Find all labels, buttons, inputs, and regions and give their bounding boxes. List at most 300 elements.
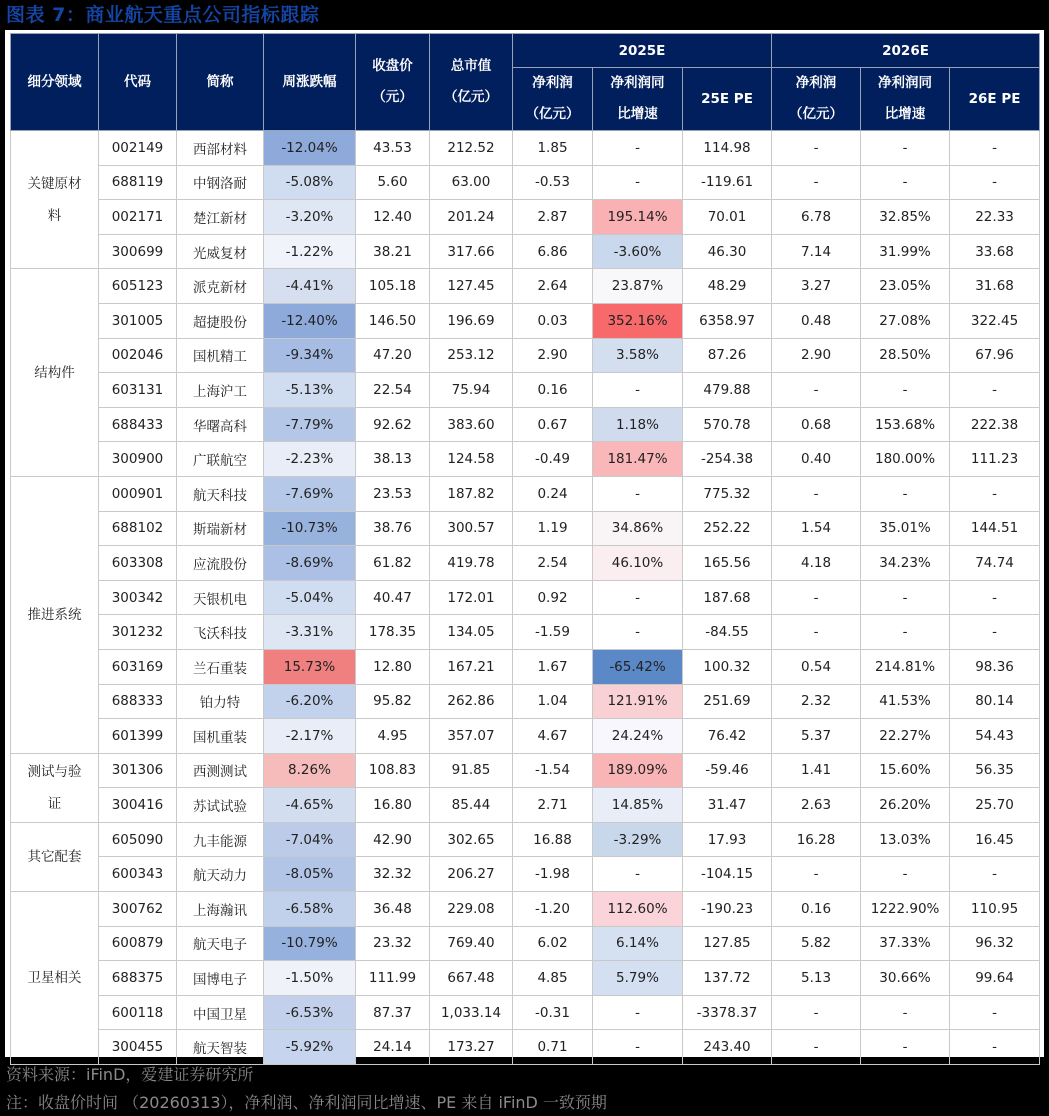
weekly-change-cell: -8.05% bbox=[264, 857, 356, 892]
table-row bbox=[11, 269, 1040, 304]
stock-code-cell: 605090 bbox=[99, 822, 177, 857]
stock-name-cell: 派克新材 bbox=[177, 269, 264, 304]
net-profit-2025-cell: -1.98 bbox=[513, 857, 593, 892]
net-profit-growth-2026-cell: - bbox=[861, 857, 950, 892]
footnote: 注：收盘价时间 （20260313），净利润、净利润同比增速、PE 来自 iFinD 一致预期 bbox=[6, 1093, 607, 1112]
pe-2026-cell: - bbox=[950, 580, 1040, 615]
stock-name-cell: 斯瑞新材 bbox=[177, 511, 264, 546]
net-profit-growth-2026-cell: - bbox=[861, 373, 950, 408]
net-profit-growth-2026-cell: 1222.90% bbox=[861, 892, 950, 927]
net-profit-2026-cell: 6.78 bbox=[772, 200, 861, 235]
close-price-cell: 111.99 bbox=[356, 961, 430, 996]
stock-code-cell: 603169 bbox=[99, 649, 177, 684]
table-row bbox=[11, 995, 1040, 1030]
close-price-cell: 24.14 bbox=[356, 1030, 430, 1065]
pe-2025-cell: -59.46 bbox=[683, 753, 772, 788]
market-cap-cell: 91.85 bbox=[430, 753, 513, 788]
market-cap-cell: 419.78 bbox=[430, 546, 513, 581]
stock-name-cell: 天银机电 bbox=[177, 580, 264, 615]
market-cap-cell: 667.48 bbox=[430, 961, 513, 996]
net-profit-2026-cell: 2.32 bbox=[772, 684, 861, 719]
close-price-cell: 43.53 bbox=[356, 131, 430, 166]
close-price-cell: 23.32 bbox=[356, 926, 430, 961]
pe-2025-cell: 48.29 bbox=[683, 269, 772, 304]
pe-2025-cell: 479.88 bbox=[683, 373, 772, 408]
stock-name-cell: 国机精工 bbox=[177, 338, 264, 373]
close-price-label: 收盘价 bbox=[372, 58, 413, 74]
net-profit-growth-2025-cell: -3.60% bbox=[593, 234, 683, 269]
stock-code-cell: 605123 bbox=[99, 269, 177, 304]
stock-code-cell: 600343 bbox=[99, 857, 177, 892]
pe-2025-cell: 775.32 bbox=[683, 476, 772, 511]
net-profit-2025-cell: 1.19 bbox=[513, 511, 593, 546]
npg-2026-label-1: 净利润同 bbox=[878, 75, 933, 91]
weekly-change-cell: -9.34% bbox=[264, 338, 356, 373]
pe-2026-cell: 16.45 bbox=[950, 822, 1040, 857]
market-cap-cell: 172.01 bbox=[430, 580, 513, 615]
table-row bbox=[11, 926, 1040, 961]
market-cap-cell: 1,033.14 bbox=[430, 995, 513, 1030]
stock-code-cell: 688375 bbox=[99, 961, 177, 996]
table-row bbox=[11, 753, 1040, 788]
stock-name-cell: 应流股份 bbox=[177, 546, 264, 581]
market-cap-cell: 206.27 bbox=[430, 857, 513, 892]
net-profit-2025-cell: 0.67 bbox=[513, 407, 593, 442]
net-profit-growth-2025-cell: 6.14% bbox=[593, 926, 683, 961]
net-profit-growth-2025-cell: -65.42% bbox=[593, 649, 683, 684]
net-profit-2025-cell: 6.86 bbox=[513, 234, 593, 269]
net-profit-growth-2025-cell: 34.86% bbox=[593, 511, 683, 546]
net-profit-growth-2025-cell: 181.47% bbox=[593, 442, 683, 477]
pe-2026-cell: 144.51 bbox=[950, 511, 1040, 546]
net-profit-growth-2025-cell: 46.10% bbox=[593, 546, 683, 581]
net-profit-growth-2025-cell: 189.09% bbox=[593, 753, 683, 788]
source-note: 资料来源：iFinD，爱建证券研究所 bbox=[6, 1065, 254, 1084]
net-profit-growth-2025-cell: 1.18% bbox=[593, 407, 683, 442]
market-cap-cell: 75.94 bbox=[430, 373, 513, 408]
stock-code-cell: 301306 bbox=[99, 753, 177, 788]
np-2025-label: 净利润 bbox=[532, 75, 573, 91]
pe-2025-cell: -104.15 bbox=[683, 857, 772, 892]
col-header-npg-2026 bbox=[861, 68, 950, 131]
market-cap-cell: 300.57 bbox=[430, 511, 513, 546]
pe-2026-cell: - bbox=[950, 476, 1040, 511]
net-profit-growth-2025-cell: 352.16% bbox=[593, 303, 683, 338]
net-profit-2025-cell: 1.04 bbox=[513, 684, 593, 719]
company-metrics-table bbox=[10, 33, 1040, 1065]
stock-name-cell: 楚江新材 bbox=[177, 200, 264, 235]
net-profit-2026-cell: 0.54 bbox=[772, 649, 861, 684]
net-profit-growth-2026-cell: 26.20% bbox=[861, 788, 950, 823]
stock-code-cell: 601399 bbox=[99, 719, 177, 754]
weekly-change-cell: -10.73% bbox=[264, 511, 356, 546]
table-row bbox=[11, 857, 1040, 892]
net-profit-growth-2025-cell: 5.79% bbox=[593, 961, 683, 996]
pe-2025-cell: 76.42 bbox=[683, 719, 772, 754]
stock-name-cell: 九丰能源 bbox=[177, 822, 264, 857]
pe-2026-cell: 22.33 bbox=[950, 200, 1040, 235]
pe-2025-cell: -190.23 bbox=[683, 892, 772, 927]
net-profit-growth-2025-cell: - bbox=[593, 857, 683, 892]
stock-name-cell: 航天动力 bbox=[177, 857, 264, 892]
close-price-cell: 38.13 bbox=[356, 442, 430, 477]
net-profit-2025-cell: 2.90 bbox=[513, 338, 593, 373]
net-profit-2026-cell: 2.63 bbox=[772, 788, 861, 823]
table-row bbox=[11, 719, 1040, 754]
market-cap-cell: 357.07 bbox=[430, 719, 513, 754]
pe-2025-cell: 46.30 bbox=[683, 234, 772, 269]
pe-2026-cell: - bbox=[950, 373, 1040, 408]
table-body bbox=[11, 131, 1040, 1065]
net-profit-2025-cell: 6.02 bbox=[513, 926, 593, 961]
market-cap-cell: 124.58 bbox=[430, 442, 513, 477]
stock-code-cell: 300699 bbox=[99, 234, 177, 269]
pe-2026-cell: 67.96 bbox=[950, 338, 1040, 373]
pe-2025-cell: 251.69 bbox=[683, 684, 772, 719]
net-profit-2026-cell: - bbox=[772, 615, 861, 650]
net-profit-growth-2026-cell: 23.05% bbox=[861, 269, 950, 304]
pe-2025-cell: 114.98 bbox=[683, 131, 772, 166]
stock-name-cell: 上海瀚讯 bbox=[177, 892, 264, 927]
stock-code-cell: 600879 bbox=[99, 926, 177, 961]
net-profit-growth-2025-cell: 195.14% bbox=[593, 200, 683, 235]
net-profit-growth-2025-cell: - bbox=[593, 615, 683, 650]
net-profit-2025-cell: 16.88 bbox=[513, 822, 593, 857]
close-price-cell: 42.90 bbox=[356, 822, 430, 857]
net-profit-2026-cell: 5.82 bbox=[772, 926, 861, 961]
stock-name-cell: 国机重装 bbox=[177, 719, 264, 754]
col-header-close-price bbox=[356, 34, 430, 131]
net-profit-growth-2026-cell: - bbox=[861, 1030, 950, 1065]
net-profit-2025-cell: -0.53 bbox=[513, 165, 593, 200]
close-price-cell: 36.48 bbox=[356, 892, 430, 927]
pe-2025-cell: 243.40 bbox=[683, 1030, 772, 1065]
net-profit-2026-cell: 7.14 bbox=[772, 234, 861, 269]
col-header-np-2026 bbox=[772, 68, 861, 131]
close-price-cell: 23.53 bbox=[356, 476, 430, 511]
close-price-cell: 61.82 bbox=[356, 546, 430, 581]
net-profit-growth-2026-cell: 214.81% bbox=[861, 649, 950, 684]
stock-name-cell: 广联航空 bbox=[177, 442, 264, 477]
market-cap-cell: 196.69 bbox=[430, 303, 513, 338]
table-row bbox=[11, 338, 1040, 373]
net-profit-growth-2026-cell: 41.53% bbox=[861, 684, 950, 719]
market-cap-cell: 187.82 bbox=[430, 476, 513, 511]
segment-cell: 推进系统 bbox=[11, 476, 99, 753]
net-profit-2026-cell: 4.18 bbox=[772, 546, 861, 581]
stock-name-cell: 国博电子 bbox=[177, 961, 264, 996]
net-profit-2025-cell: 2.71 bbox=[513, 788, 593, 823]
weekly-change-cell: -7.79% bbox=[264, 407, 356, 442]
net-profit-growth-2025-cell: 24.24% bbox=[593, 719, 683, 754]
table-row bbox=[11, 234, 1040, 269]
weekly-change-cell: -1.50% bbox=[264, 961, 356, 996]
market-cap-cell: 317.66 bbox=[430, 234, 513, 269]
market-cap-unit: （亿元） bbox=[444, 89, 498, 105]
net-profit-2025-cell: -1.54 bbox=[513, 753, 593, 788]
market-cap-label: 总市值 bbox=[450, 58, 492, 74]
col-header-segment: 细分领域 bbox=[11, 34, 99, 131]
pe-2026-cell: 31.68 bbox=[950, 269, 1040, 304]
net-profit-2025-cell: 0.24 bbox=[513, 476, 593, 511]
stock-code-cell: 603131 bbox=[99, 373, 177, 408]
table-row bbox=[11, 200, 1040, 235]
figure-title: 图表 7：商业航天重点公司指标跟踪 bbox=[6, 4, 320, 26]
stock-code-cell: 600118 bbox=[99, 995, 177, 1030]
net-profit-2025-cell: 2.54 bbox=[513, 546, 593, 581]
stock-name-cell: 铂力特 bbox=[177, 684, 264, 719]
table-row bbox=[11, 303, 1040, 338]
col-group-2026e: 2026E bbox=[772, 34, 1040, 68]
stock-name-cell: 中国卫星 bbox=[177, 995, 264, 1030]
table-row bbox=[11, 649, 1040, 684]
weekly-change-cell: -12.40% bbox=[264, 303, 356, 338]
stock-code-cell: 002171 bbox=[99, 200, 177, 235]
stock-name-cell: 上海沪工 bbox=[177, 373, 264, 408]
table-row bbox=[11, 131, 1040, 166]
weekly-change-cell: -6.20% bbox=[264, 684, 356, 719]
npg-2026-label-2: 比增速 bbox=[884, 106, 926, 122]
segment-cell: 测试与验证 bbox=[11, 753, 99, 822]
pe-2025-cell: 127.85 bbox=[683, 926, 772, 961]
net-profit-growth-2026-cell: 27.08% bbox=[861, 303, 950, 338]
market-cap-cell: 212.52 bbox=[430, 131, 513, 166]
pe-2026-cell: 25.70 bbox=[950, 788, 1040, 823]
net-profit-2026-cell: 1.54 bbox=[772, 511, 861, 546]
market-cap-cell: 229.08 bbox=[430, 892, 513, 927]
close-price-cell: 87.37 bbox=[356, 995, 430, 1030]
stock-code-cell: 300455 bbox=[99, 1030, 177, 1065]
pe-2026-cell: - bbox=[950, 857, 1040, 892]
table-row bbox=[11, 546, 1040, 581]
weekly-change-cell: -1.22% bbox=[264, 234, 356, 269]
net-profit-2025-cell: -1.20 bbox=[513, 892, 593, 927]
stock-name-cell: 西部材料 bbox=[177, 131, 264, 166]
stock-code-cell: 688119 bbox=[99, 165, 177, 200]
weekly-change-cell: -5.04% bbox=[264, 580, 356, 615]
col-header-np-2025 bbox=[513, 68, 593, 131]
net-profit-2026-cell: 0.48 bbox=[772, 303, 861, 338]
table-row bbox=[11, 407, 1040, 442]
table-row bbox=[11, 822, 1040, 857]
segment-cell: 其它配套 bbox=[11, 822, 99, 891]
net-profit-growth-2025-cell: 112.60% bbox=[593, 892, 683, 927]
net-profit-2026-cell: 16.28 bbox=[772, 822, 861, 857]
col-header-code: 代码 bbox=[99, 34, 177, 131]
table-row bbox=[11, 1030, 1040, 1065]
net-profit-growth-2025-cell: - bbox=[593, 1030, 683, 1065]
weekly-change-cell: -5.92% bbox=[264, 1030, 356, 1065]
net-profit-growth-2026-cell: 15.60% bbox=[861, 753, 950, 788]
stock-code-cell: 301005 bbox=[99, 303, 177, 338]
market-cap-cell: 167.21 bbox=[430, 649, 513, 684]
weekly-change-cell: -5.08% bbox=[264, 165, 356, 200]
pe-2026-cell: 54.43 bbox=[950, 719, 1040, 754]
pe-2025-cell: 6358.97 bbox=[683, 303, 772, 338]
weekly-change-cell: -4.65% bbox=[264, 788, 356, 823]
close-price-cell: 105.18 bbox=[356, 269, 430, 304]
net-profit-2025-cell: -1.59 bbox=[513, 615, 593, 650]
stock-name-cell: 光威复材 bbox=[177, 234, 264, 269]
stock-code-cell: 300762 bbox=[99, 892, 177, 927]
net-profit-growth-2026-cell: 30.66% bbox=[861, 961, 950, 996]
table-row bbox=[11, 580, 1040, 615]
weekly-change-cell: -2.17% bbox=[264, 719, 356, 754]
pe-2026-cell: 74.74 bbox=[950, 546, 1040, 581]
close-price-cell: 12.80 bbox=[356, 649, 430, 684]
pe-2025-cell: -119.61 bbox=[683, 165, 772, 200]
pe-2025-cell: -254.38 bbox=[683, 442, 772, 477]
net-profit-2025-cell: 2.87 bbox=[513, 200, 593, 235]
table-row bbox=[11, 788, 1040, 823]
close-price-cell: 16.80 bbox=[356, 788, 430, 823]
net-profit-2026-cell: - bbox=[772, 1030, 861, 1065]
net-profit-2025-cell: 1.85 bbox=[513, 131, 593, 166]
stock-name-cell: 航天智装 bbox=[177, 1030, 264, 1065]
npg-2025-label-2: 比增速 bbox=[617, 106, 658, 122]
segment-cell: 关键原材料 bbox=[11, 131, 99, 269]
net-profit-2026-cell: - bbox=[772, 476, 861, 511]
net-profit-growth-2026-cell: 22.27% bbox=[861, 719, 950, 754]
pe-2025-cell: 17.93 bbox=[683, 822, 772, 857]
pe-2026-cell: 99.64 bbox=[950, 961, 1040, 996]
stock-code-cell: 002149 bbox=[99, 131, 177, 166]
segment-cell: 卫星相关 bbox=[11, 892, 99, 1065]
col-header-market-cap bbox=[430, 34, 513, 131]
net-profit-growth-2025-cell: - bbox=[593, 476, 683, 511]
pe-2026-cell: 110.95 bbox=[950, 892, 1040, 927]
weekly-change-cell: 15.73% bbox=[264, 649, 356, 684]
table-row bbox=[11, 961, 1040, 996]
table-row bbox=[11, 165, 1040, 200]
net-profit-2026-cell: 0.68 bbox=[772, 407, 861, 442]
net-profit-growth-2025-cell: 14.85% bbox=[593, 788, 683, 823]
pe-2025-cell: 187.68 bbox=[683, 580, 772, 615]
market-cap-cell: 262.86 bbox=[430, 684, 513, 719]
close-price-cell: 95.82 bbox=[356, 684, 430, 719]
pe-2026-cell: 80.14 bbox=[950, 684, 1040, 719]
net-profit-2026-cell: - bbox=[772, 580, 861, 615]
weekly-change-cell: -6.53% bbox=[264, 995, 356, 1030]
weekly-change-cell: -10.79% bbox=[264, 926, 356, 961]
stock-code-cell: 301232 bbox=[99, 615, 177, 650]
market-cap-cell: 127.45 bbox=[430, 269, 513, 304]
stock-code-cell: 002046 bbox=[99, 338, 177, 373]
pe-2025-cell: 570.78 bbox=[683, 407, 772, 442]
net-profit-2026-cell: 3.27 bbox=[772, 269, 861, 304]
net-profit-growth-2025-cell: - bbox=[593, 165, 683, 200]
pe-2026-cell: - bbox=[950, 615, 1040, 650]
net-profit-growth-2026-cell: 37.33% bbox=[861, 926, 950, 961]
market-cap-cell: 769.40 bbox=[430, 926, 513, 961]
net-profit-growth-2026-cell: 28.50% bbox=[861, 338, 950, 373]
market-cap-cell: 85.44 bbox=[430, 788, 513, 823]
col-header-weekly-change: 周涨跌幅 bbox=[264, 34, 356, 131]
net-profit-growth-2026-cell: 32.85% bbox=[861, 200, 950, 235]
close-price-cell: 5.60 bbox=[356, 165, 430, 200]
net-profit-2025-cell: 0.03 bbox=[513, 303, 593, 338]
close-price-unit: （元） bbox=[372, 89, 413, 105]
pe-2025-cell: 137.72 bbox=[683, 961, 772, 996]
stock-name-cell: 华曙高科 bbox=[177, 407, 264, 442]
net-profit-growth-2026-cell: - bbox=[861, 165, 950, 200]
pe-2026-cell: - bbox=[950, 1030, 1040, 1065]
net-profit-2025-cell: 4.67 bbox=[513, 719, 593, 754]
net-profit-growth-2026-cell: 34.23% bbox=[861, 546, 950, 581]
close-price-cell: 40.47 bbox=[356, 580, 430, 615]
net-profit-growth-2026-cell: - bbox=[861, 615, 950, 650]
net-profit-growth-2025-cell: - bbox=[593, 373, 683, 408]
market-cap-cell: 134.05 bbox=[430, 615, 513, 650]
close-price-cell: 178.35 bbox=[356, 615, 430, 650]
col-header-npg-2025 bbox=[593, 68, 683, 131]
close-price-cell: 47.20 bbox=[356, 338, 430, 373]
net-profit-growth-2026-cell: - bbox=[861, 995, 950, 1030]
col-header-pe-2025: 25E PE bbox=[683, 68, 772, 131]
pe-2025-cell: -3378.37 bbox=[683, 995, 772, 1030]
stock-name-cell: 西测测试 bbox=[177, 753, 264, 788]
stock-name-cell: 苏试试验 bbox=[177, 788, 264, 823]
np-2026-label: 净利润 bbox=[795, 75, 837, 91]
net-profit-2025-cell: 4.85 bbox=[513, 961, 593, 996]
table-row bbox=[11, 476, 1040, 511]
net-profit-2025-cell: 1.67 bbox=[513, 649, 593, 684]
stock-name-cell: 航天科技 bbox=[177, 476, 264, 511]
weekly-change-cell: -8.69% bbox=[264, 546, 356, 581]
close-price-cell: 108.83 bbox=[356, 753, 430, 788]
pe-2026-cell: 222.38 bbox=[950, 407, 1040, 442]
table-row bbox=[11, 615, 1040, 650]
close-price-cell: 38.76 bbox=[356, 511, 430, 546]
market-cap-cell: 253.12 bbox=[430, 338, 513, 373]
weekly-change-cell: -2.23% bbox=[264, 442, 356, 477]
net-profit-2026-cell: 5.37 bbox=[772, 719, 861, 754]
net-profit-2025-cell: 0.92 bbox=[513, 580, 593, 615]
np-2025-unit: （亿元） bbox=[525, 106, 580, 122]
stock-name-cell: 兰石重装 bbox=[177, 649, 264, 684]
segment-cell: 结构件 bbox=[11, 269, 99, 477]
net-profit-growth-2025-cell: -3.29% bbox=[593, 822, 683, 857]
stock-name-cell: 中钢洛耐 bbox=[177, 165, 264, 200]
net-profit-2025-cell: -0.49 bbox=[513, 442, 593, 477]
net-profit-growth-2026-cell: 31.99% bbox=[861, 234, 950, 269]
net-profit-2026-cell: - bbox=[772, 857, 861, 892]
net-profit-2026-cell: - bbox=[772, 131, 861, 166]
net-profit-2025-cell: 0.16 bbox=[513, 373, 593, 408]
stock-code-cell: 688333 bbox=[99, 684, 177, 719]
pe-2026-cell: 33.68 bbox=[950, 234, 1040, 269]
close-price-cell: 12.40 bbox=[356, 200, 430, 235]
col-group-2025e: 2025E bbox=[513, 34, 772, 68]
pe-2025-cell: 87.26 bbox=[683, 338, 772, 373]
pe-2025-cell: 31.47 bbox=[683, 788, 772, 823]
weekly-change-cell: -7.69% bbox=[264, 476, 356, 511]
pe-2026-cell: - bbox=[950, 165, 1040, 200]
close-price-cell: 32.32 bbox=[356, 857, 430, 892]
net-profit-2025-cell: -0.31 bbox=[513, 995, 593, 1030]
table-row bbox=[11, 373, 1040, 408]
stock-code-cell: 603308 bbox=[99, 546, 177, 581]
pe-2026-cell: 56.35 bbox=[950, 753, 1040, 788]
stock-code-cell: 688102 bbox=[99, 511, 177, 546]
pe-2026-cell: 98.36 bbox=[950, 649, 1040, 684]
net-profit-growth-2026-cell: 180.00% bbox=[861, 442, 950, 477]
market-cap-cell: 383.60 bbox=[430, 407, 513, 442]
net-profit-growth-2025-cell: 3.58% bbox=[593, 338, 683, 373]
pe-2025-cell: 100.32 bbox=[683, 649, 772, 684]
weekly-change-cell: -3.20% bbox=[264, 200, 356, 235]
col-header-pe-2026: 26E PE bbox=[950, 68, 1040, 131]
